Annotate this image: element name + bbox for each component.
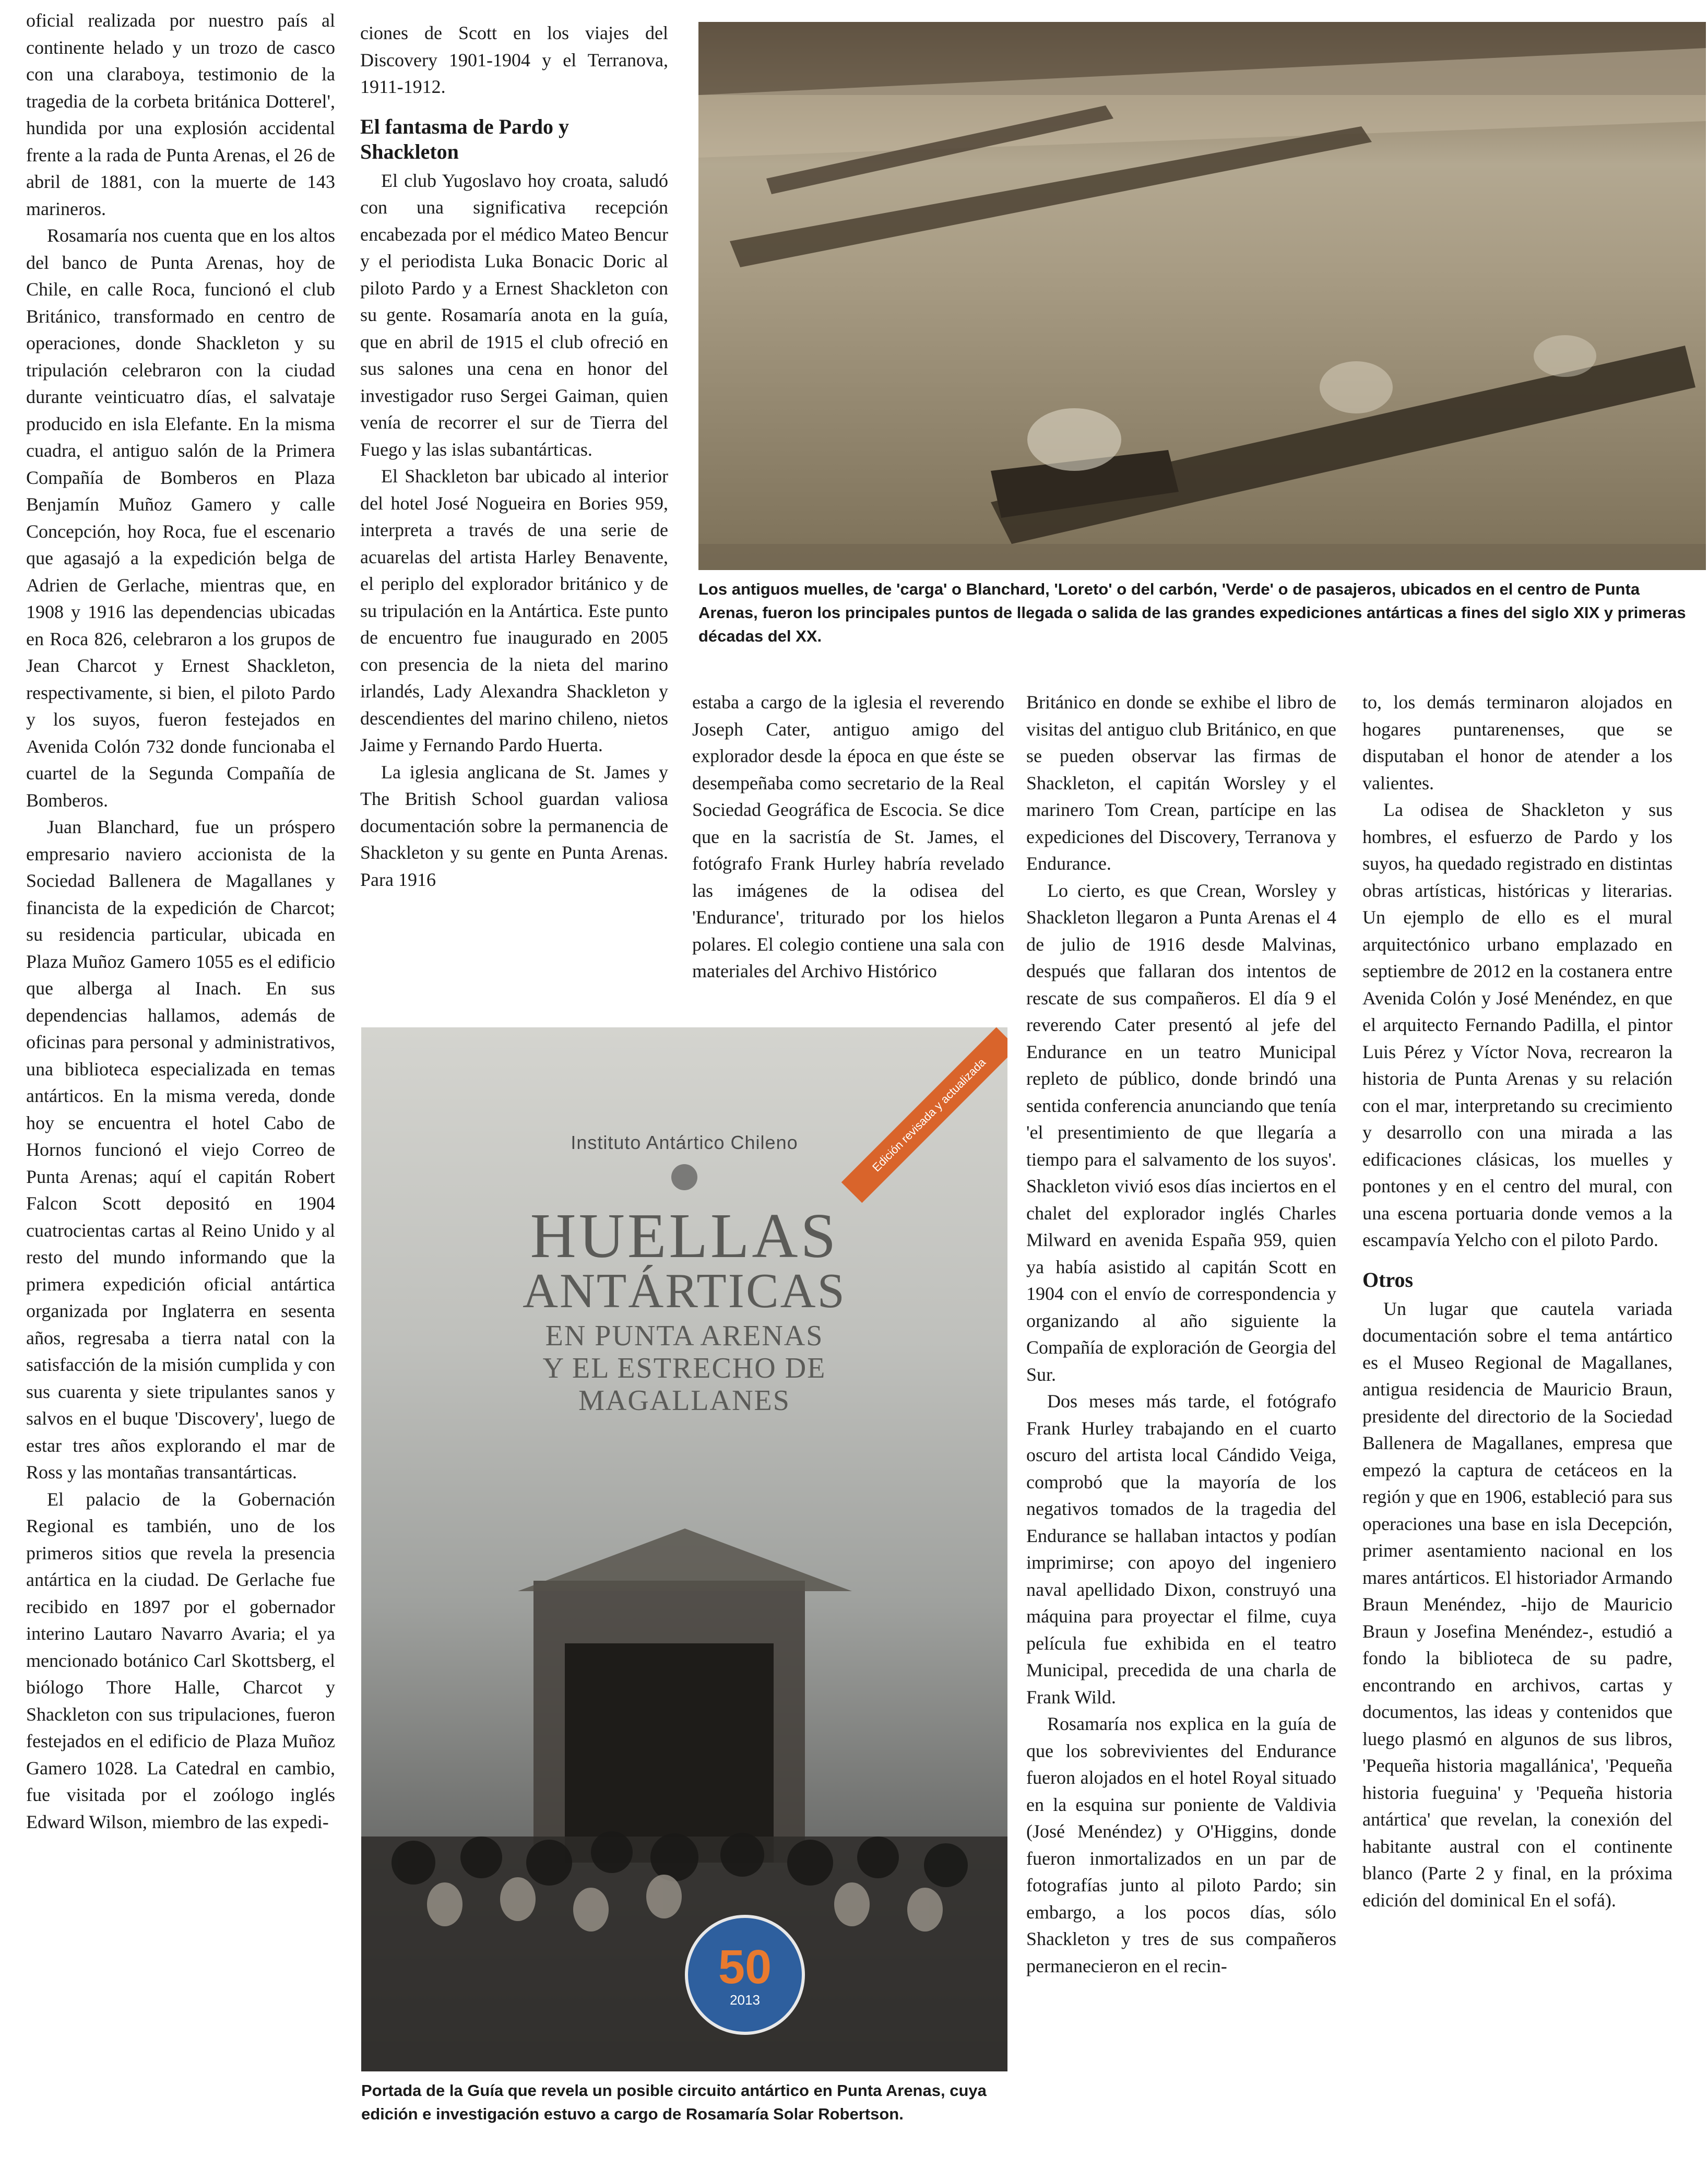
book-subtitle-line1: EN PUNTA ARENAS: [545, 1320, 824, 1352]
paragraph: to, los demás terminaron alojados en hogares puntarenenses, que se disputaban el honor de atender a los valientes.: [1362, 692, 1673, 793]
book-subtitle-line2: Y EL ESTRECHO DE: [542, 1352, 826, 1384]
article-column-5: [1362, 689, 1673, 2170]
docks-photo-illustration: [698, 22, 1706, 570]
article-column-3: [692, 689, 1004, 1013]
anniversary-badge: [685, 1915, 805, 2035]
paragraph: El club Yugoslavo hoy croata, saludó con una significativa recepción encabezada por el médico Mateo Bencur y el periodista Luka Bonacic Doric al piloto Pardo y a Ernest Shackleton con su gente. Rosamaría anota en la guía, que en abril de 1915 el club ofreció en sus salones una cena en honor del investigador ruso Sergei Gaiman, quien venía de recorrer el sur de Tierra del Fuego y las islas subantárticas.: [360, 170, 668, 460]
paragraph: ciones de Scott en los viajes del Discovery 1901-1904 y el Terranova, 1911-1912.: [360, 22, 668, 97]
paragraph: estaba a cargo de la iglesia el reverendo Joseph Cater, antiguo amigo del explorador desde la época en que éste se desempeñaba como secretario de la Real Sociedad Geográfica de Escocia. Se dice que en la sacristía de St. James, el fotógrafo Frank Hurley habría revelado las imágenes de la odisea del 'Endurance', triturado por los hielos polares. El colegio contiene una sala con materiales del Archivo Histórico: [692, 692, 1004, 981]
book-title-line1: HUELLAS: [530, 1201, 839, 1271]
book-cover-illustration: [361, 1027, 1007, 2071]
article-column-2: [360, 20, 668, 1012]
paragraph: Juan Blanchard, fue un próspero empresario naviero accionista de la Sociedad Ballenera de Magallanes y financista de la expedición de Charcot; su residencia particular, ubicada en Plaza Muñoz Gamero 1055 es el edificio que alberga al Inach. En sus dependencias hallamos, además de oficinas para personal y administrativos, una biblioteca especializada en temas antárticos. En la misma vereda, donde hoy se encuentra el hotel Cabo de Hornos funcionó el viejo Correo de Punta Arenas; aquí el capitán Robert Falcon Scott depositó en 1904 cuatrocientas cartas al Reino Unido y al resto del mundo informando que la primera expedición oficial antártica organizada por Inglaterra en sesenta años, regresaba a tierra natal con la satisfacción de la misión cumplida y con sus cuarenta y siete tripulantes sanos y salvos en el buque 'Discovery', luego de estar tres años explorando el mar de Ross y las montañas transantárticas.: [26, 816, 335, 1483]
paragraph: El palacio de la Gobernación Regional es también, uno de los primeros sitios que revela la presencia antártica en la ciudad. De Gerlache fue recibido en 1897 por el gobernador interino Lautaro Navarro Avaria; el ya mencionado botánico Carl Skottsberg, el biólogo Thore Halle, Charcot y Shackleton con sus tripulaciones, fueron festejados en el edificio de Plaza Muñoz Gamero 1028. La Catedral en cambio, fue visitada por el zoólogo inglés Edward Wilson, miembro de las expedi-: [26, 1488, 335, 1832]
institute-name: Instituto Antártico Chileno: [571, 1132, 798, 1153]
photo-caption: Los antiguos muelles, de 'carga' o Blanchard, 'Loreto' o del carbón, 'Verde' o de pasajeros, ubicados en el centro de Punta Arenas, fueron los principales puntos de llegada o salida de las grandes expediciones antárticas a fines del siglo XIX y primeras décadas del XX.: [698, 580, 1686, 645]
paragraph: Dos meses más tarde, el fotógrafo Frank Hurley trabajando en el cuarto oscuro del artista local Cándido Veiga, comprobó que la mayoría de los negativos tomados de la tragedia del Endurance se hallaban intactos y podían imprimirse; con apoyo del ingeniero naval apellidado Dixon, construyó una máquina para proyectar el filme, cuya película fue exhibida en el teatro Municipal, precedida de una charla de Frank Wild.: [1026, 1391, 1336, 1708]
paragraph: Británico en donde se exhibe el libro de visitas del antiguo club Británico, en que se pueden observar las firmas de Shackleton, el capitán Worsley y el marinero Tom Crean, partícipe en las expediciones del Discovery, Terranova y Endurance.: [1026, 692, 1336, 874]
paragraph: La odisea de Shackleton y sus hombres, el esfuerzo de Pardo y los suyos, ha quedado registrado en distintas obras artísticas, históricas y literarias. Un ejemplo de ello es el mural arquitectónico urbano emplazado en septiembre de 2012 en la costanera entre Avenida Colón y José Menéndez, en que el arquitecto Fernando Padilla, el pintor Luis Pérez y Víctor Nova, recrearon la historia de Punta Arenas y su relación con el mar, interpretando su crecimiento y desarrollo con una mirada a las edificaciones clásicas, los muelles y pontones y en el centro del mural, con una escena portuaria donde vemos a la escampavía Yelcho con el piloto Pardo.: [1362, 799, 1673, 1250]
article-column-4: [1026, 689, 1336, 2170]
paragraph: oficial realizada por nuestro país al continente helado y un trozo de casco con una claraboya, testimonio de la tragedia de la corbeta británica Dotterel', hundida por una explosión accidental frente a la rada de Punta Arenas, el 26 de abril de 1881, con la muerte de 143 marineros.: [26, 10, 335, 219]
article-column-1: [26, 7, 335, 2169]
paragraph: Lo cierto, es que Crean, Worsley y Shackleton llegaron a Punta Arenas el 4 de julio de 1916 desde Malvinas, después que fallaran dos intentos de rescate de sus compañeros. El día 9 el reverendo Cater presentó al jefe del Endurance en un teatro Municipal repleto de público, donde brindó una sentida conferencia anunciando que tenía 'el presentimiento de que llegaría a tiempo para el salvamento de los suyos'. Shackleton vivió esos días inciertos en el chalet del explorador inglés Charles Milward en avenida España 959, quien ya había asistido al capitán Scott en 1904 con el envío de correspondencia y organizando al año siguiente la Compañía de exploración de Georgia del Sur.: [1026, 880, 1336, 1385]
book-title-line2: ANTÁRTICAS: [523, 1264, 846, 1318]
badge-number: 50: [718, 1940, 772, 1994]
paragraph: Rosamaría nos explica en la guía de que los sobrevivientes del Endurance fueron alojados en el hotel Royal situado en la esquina sur poniente de Valdivia (José Menéndez) y O'Higgins, donde fueron inmortalizados en un par de fotografías junto al piloto Pardo; sin embargo, a los pocos días, sólo Shackleton y tres de sus compañeros permanecieron en el recin-: [1026, 1713, 1336, 1976]
paragraph: La iglesia anglicana de St. James y The British School guardan valiosa documentación sobre la permanencia de Shackleton y su gente en Punta Arenas. Para 1916: [360, 761, 668, 890]
paragraph: Un lugar que cautela variada documentación sobre el tema antártico es el Museo Regional de Magallanes, antigua residencia de Mauricio Braun, presidente del directorio de la Sociedad Ballenera de Magallanes, empresa que empezó la captura de cetáceos en la región y que en 1906, estableció para sus operaciones una base en isla Decepción, primer asentamiento nacional en los mares antárticos. El historiador Armando Braun Menéndez, -hijo de Mauricio Braun y Josefina Menéndez-, estudió a fondo la biblioteca de su padre, encontrando en archivos, cartas y documentos, las ideas y contenidos que luego plasmó en algunos de sus libros, 'Pequeña historia magallánica', 'Pequeña historia fueguina' y 'Pequeña historia antártica' que revelan, la conexión del habitante austral con el continente blanco (Parte 2 y final, en la próxima edición del dominical En el sofá).: [1362, 1298, 1673, 1911]
edition-ribbon: Edición revisada y actualizada: [841, 1027, 1007, 1203]
section-heading: Otros: [1362, 1267, 1414, 1292]
paragraph: El Shackleton bar ubicado al interior del hotel José Nogueira en Bories 959, interpreta a través de una serie de acuarelas del artista Harley Benavente, el periplo del explorador británico y de su tripulación en la Antártica. Este punto de encuentro fue inaugurado en 2005 con presencia de la nieta del marino irlandés, Lady Alexandra Shackleton y descendientes del marino chileno, nietos Jaime y Fernando Pardo Huerta.: [360, 466, 668, 755]
docks-photo: [698, 22, 1706, 570]
section-heading: El fantasma de Pardo y Shackleton: [360, 114, 569, 163]
book-caption: Portada de la Guía que revela un posible circuito antártico en Punta Arenas, cuya edición e investigación estuvo a cargo de Rosamaría Solar Robertson.: [361, 2081, 987, 2123]
book-cover-image: [361, 1027, 1007, 2071]
badge-years: 2013: [730, 1992, 760, 2008]
book-subtitle-line3: MAGALLANES: [578, 1384, 790, 1417]
paragraph: Rosamaría nos cuenta que en los altos del banco de Punta Arenas, hoy de Chile, en calle Roca, funcionó el club Británico, transformado en centro de operaciones, donde Shackleton y su tripulación celebraron con la ciudad durante veinticuatro días, el salvataje producido en isla Elefante. En la misma cuadra, el antiguo salón de la Primera Compañía de Bomberos en Plaza Benjamín Muñoz Gamero y calle Concepción, hoy Roca, fue el escenario que agasajó a la expedición belga de Adrien de Gerlache, mientras que, en 1908 y 1916 las dependencias ubicadas en Roca 826, celebraron a los grupos de Jean Charcot y Ernest Shackleton, respectivamente, si bien, el piloto Pardo y los suyos, fueron festejados en Avenida Colón 732 donde funcionaba el cuartel de la Segunda Compañía de Bomberos.: [26, 225, 335, 811]
